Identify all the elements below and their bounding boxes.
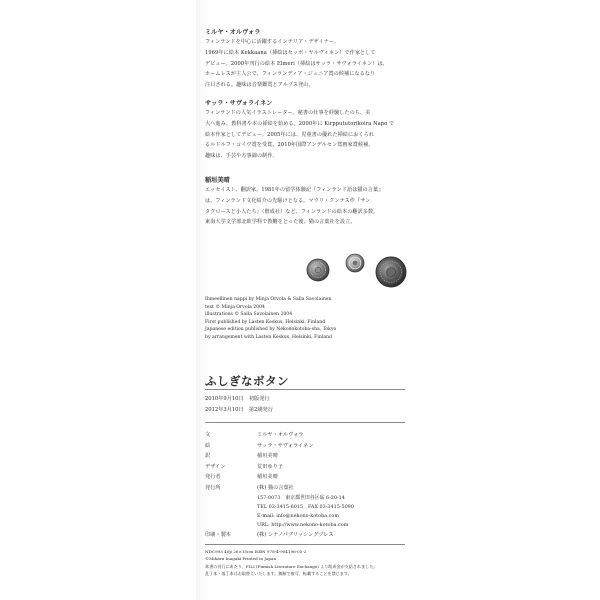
staff-list xyxy=(205,430,465,540)
bio-line: エッセイスト、翻訳家。1981年の留学体験記『フィンランド語は猫の言葉』 xyxy=(205,187,384,193)
coin-icon xyxy=(307,259,329,281)
staff-value: サッラ・サヴォライネン xyxy=(257,442,314,449)
bio-line: 東海大学文学部北欧学科で教鞭をとった後、猫の言葉社を設立。 xyxy=(205,219,356,226)
staff-value: 稲垣美晴 xyxy=(257,453,278,460)
publisher-detail xyxy=(205,521,465,530)
bio-line: 絵本作家としてデビュー。2005年には、児童書の優れた挿絵におくられ xyxy=(205,131,374,138)
bio-line: 趣味は、手芸や方事錦の制作。 xyxy=(205,153,278,160)
bio-line: 大へ進み、教科書や本の挿絵を始める。2000年に Kirppututorikoira Napo で xyxy=(205,120,395,127)
coin-icon xyxy=(346,254,364,272)
coin-illustrations xyxy=(298,248,418,290)
staff-row xyxy=(205,483,465,494)
fine-print xyxy=(205,548,485,577)
staff-role: デザイン xyxy=(205,463,226,470)
staff-role: 発行所 xyxy=(205,484,221,491)
bio-line: フィンランドの人気イラストレーター。秘書の仕事を経験したのち、美 xyxy=(205,110,371,116)
bio-line: ホームレスが主人公で、フィンランディア・ジュニア賞の候補になるなり xyxy=(205,71,376,78)
author-name: ミルヤ・オルヴォラ xyxy=(205,29,261,36)
staff-row xyxy=(205,441,465,452)
edition-line: 2012年3月10日 第2刷発行 xyxy=(205,406,273,413)
staff-role: 発行者 xyxy=(205,474,221,481)
author-bio xyxy=(205,29,450,91)
staff-value: (株) 猫の言葉社 xyxy=(257,484,294,491)
publisher-phone: TEL 03-3415-6015 FAX 03-3415-5090 xyxy=(257,503,354,510)
staff-row xyxy=(205,472,465,483)
publisher-url: URL: http://www.nekono-kotoba.com xyxy=(257,521,349,528)
bio-line: フィンランドを中心に活躍するインテリア・デザイナー。 xyxy=(205,39,340,45)
bio-line: は、フィンランド文化紹介の先駆けとなる。マウリ・クンナス作『サン xyxy=(205,197,371,204)
edition-info xyxy=(205,394,273,416)
illustrator-bio xyxy=(205,100,450,162)
fine-print-line: NDC993 40p 26×15cm ISBN 978-4-904196-05-2 xyxy=(205,549,307,554)
credit-line: text © Minja Orvola 2004 xyxy=(205,304,265,310)
staff-role: 訳 xyxy=(205,453,211,460)
publisher-detail xyxy=(205,494,465,503)
translator-name: 稲垣美晴 xyxy=(205,177,230,184)
translator-bio xyxy=(205,177,450,228)
staff-row xyxy=(205,530,465,541)
bio-line: 注目される。趣味は音楽鑑賞とアルプス登山。 xyxy=(205,82,314,89)
staff-row xyxy=(205,462,465,473)
staff-row xyxy=(205,430,465,441)
credit-line: by arrangement with Lasten Keskus, Helsinki, Finland xyxy=(205,334,332,340)
staff-role: 絵 xyxy=(205,442,211,449)
coin-icon xyxy=(376,257,406,287)
divider xyxy=(205,422,405,423)
book-title: ふしぎなボタン xyxy=(205,374,289,388)
illustrator-name: サッラ・サヴォライネン xyxy=(205,100,273,107)
bio-line: タクロースと小人たち』（偕成社）など、フィンランドの絵本の翻訳多数。 xyxy=(205,208,379,215)
credit-line: First published by Lasten Keskus, Helsinki, Finland xyxy=(205,319,326,325)
bio-line: デビュー。2000年刊行の絵本 Elmeri（挿絵はサッラ・サヴォライネン）は、 xyxy=(205,60,388,67)
fine-print-line: ©Miharu Inagaki Printed in Japan xyxy=(205,556,277,562)
credit-line: illustrations © Salla Savolainen 2004 xyxy=(205,312,293,317)
staff-role: 印刷・製本 xyxy=(205,531,231,538)
publisher-detail xyxy=(205,512,465,521)
bio-line: 1969年に絵本 Kekkaana（挿絵はセッポ・ヤルヴィネン）で作家として xyxy=(205,49,376,56)
publisher-detail xyxy=(205,503,465,512)
fine-print-line: 乱丁本・落丁本はお取替えいたします。無断で複写、転載することを禁じます。 xyxy=(205,570,352,576)
staff-value: ミルヤ・オルヴォラ xyxy=(257,432,304,438)
credit-line: Japanese edition published by Nekonokotoba-sha, Tokyo xyxy=(205,327,337,332)
publisher-address: 157-0073 東京都世田谷区砧 6-20-14 xyxy=(257,494,345,501)
fine-print-line: 本書の刊行にあたり、FILI (Finnish Literature Exchange) より助成金が支給されました。 xyxy=(205,563,378,569)
bio-line: るルドルフ・コイヴ賞を受賞。2010年国際アンデルセン賞画家賞候補。 xyxy=(205,142,374,149)
credit-line: Ihmeellinen nappi by Minja Orvola & Salla Savolainen xyxy=(205,297,332,302)
edition-line: 2010年9月10日 初版発行 xyxy=(205,396,270,402)
english-credits xyxy=(205,296,455,341)
staff-role: 文 xyxy=(205,432,211,438)
staff-row xyxy=(205,451,465,462)
staff-value: 稲垣美晴 xyxy=(257,474,278,481)
divider xyxy=(205,389,405,390)
publisher-email: E-mail: info@nekono-kotoba.com xyxy=(257,512,339,519)
staff-value: (株) シナノパブリッシングプレス xyxy=(257,531,334,538)
divider xyxy=(205,544,405,545)
staff-value: 荒田ゆり子 xyxy=(257,463,283,470)
